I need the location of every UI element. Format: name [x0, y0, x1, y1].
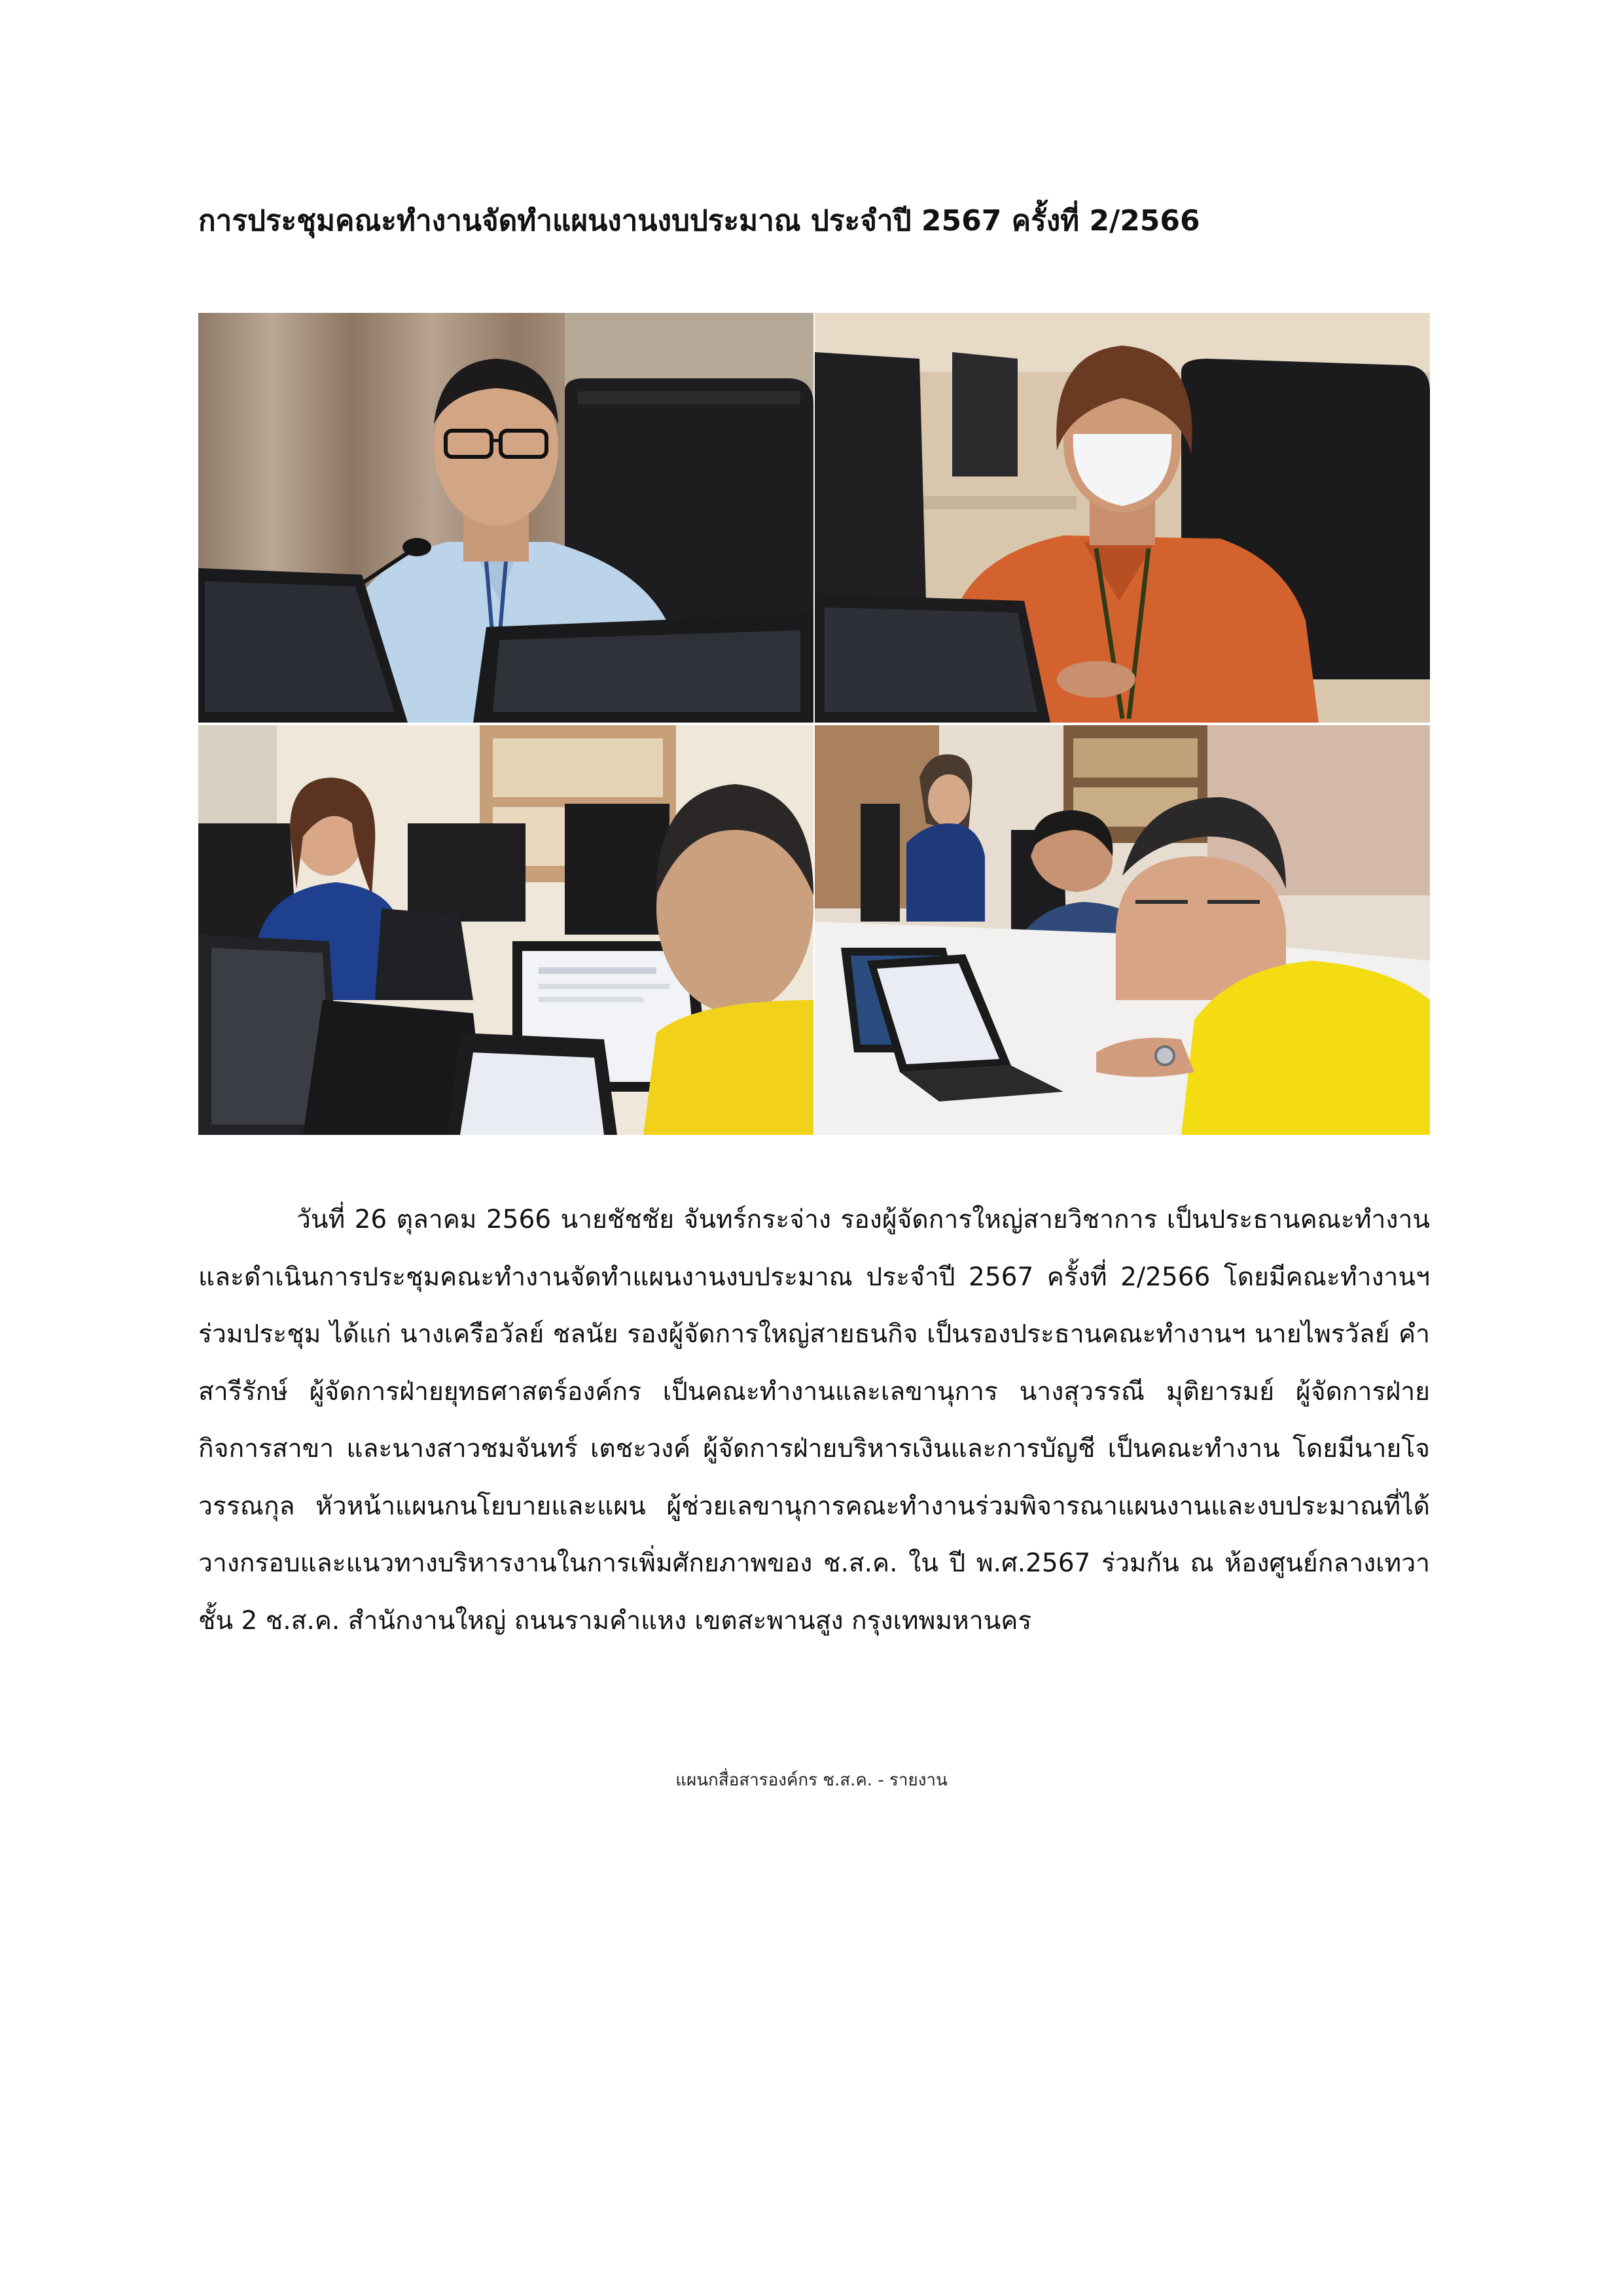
meeting-photo-working-session	[815, 725, 1430, 1135]
meeting-photo-committee-member	[198, 725, 813, 1135]
photo-collage	[198, 313, 1430, 1135]
page-title: การประชุมคณะทำงานจัดทำแผนงานงบประมาณ ประจำปี 2567 ครั้งที่ 2/2566	[198, 204, 1200, 238]
body-paragraph-text: วันที่ 26 ตุลาคม 2566 นายชัชชัย จันทร์กระจ่าง รองผู้จัดการใหญ่สายวิชาการ เป็นประธานคณะทำงานและดำเนินการประชุมคณะทำงานจัดทำแผนงานงบประมาณ ประจำปี 2567 ครั้งที่ 2/2566 โดยมีคณะทำงานฯ ร่วมประชุม ได้แก่ นางเครือวัลย์ ชลนัย รองผู้จัดการใหญ่สายธนกิจ เป็นรองประธานคณะทำงานฯ นายไพรวัลย์ คำสารีรักษ์ ผู้จัดการฝ่ายยุทธศาสตร์องค์กร เป็นคณะทำงานและเลขานุการ นางสุวรรณี มุติยารมย์ ผู้จัดการฝ่ายกิจการสาขา และนางสาวชมจันทร์ เตชะวงค์ ผู้จัดการฝ่ายบริหารเงินและการบัญชี เป็นคณะทำงาน โดยมีนายโจ วรรณกุล หัวหน้าแผนกนโยบายและแผน ผู้ช่วยเลขานุการคณะทำงานร่วมพิจารณาแผนงานและงบประมาณที่ได้วางกรอบและแนวทางบริหารงานในการเพิ่มศักยภาพของ ช.ส.ค. ใน ปี พ.ศ.2567 ร่วมกัน ณ ห้องศูนย์กลางเทวา ชั้น 2 ช.ส.ค. สำนักงานใหญ่ ถนนรามคำแหง เขตสะพานสูง กรุงเทพมหานคร	[198, 1205, 1430, 1636]
body-paragraph	[198, 1191, 1430, 1649]
meeting-photo-vice-chair	[815, 313, 1430, 723]
report-credit: แผนกสื่อสารองค์กร ช.ส.ค. - รายงาน	[675, 1770, 948, 1790]
meeting-photo-chairman	[198, 313, 813, 723]
